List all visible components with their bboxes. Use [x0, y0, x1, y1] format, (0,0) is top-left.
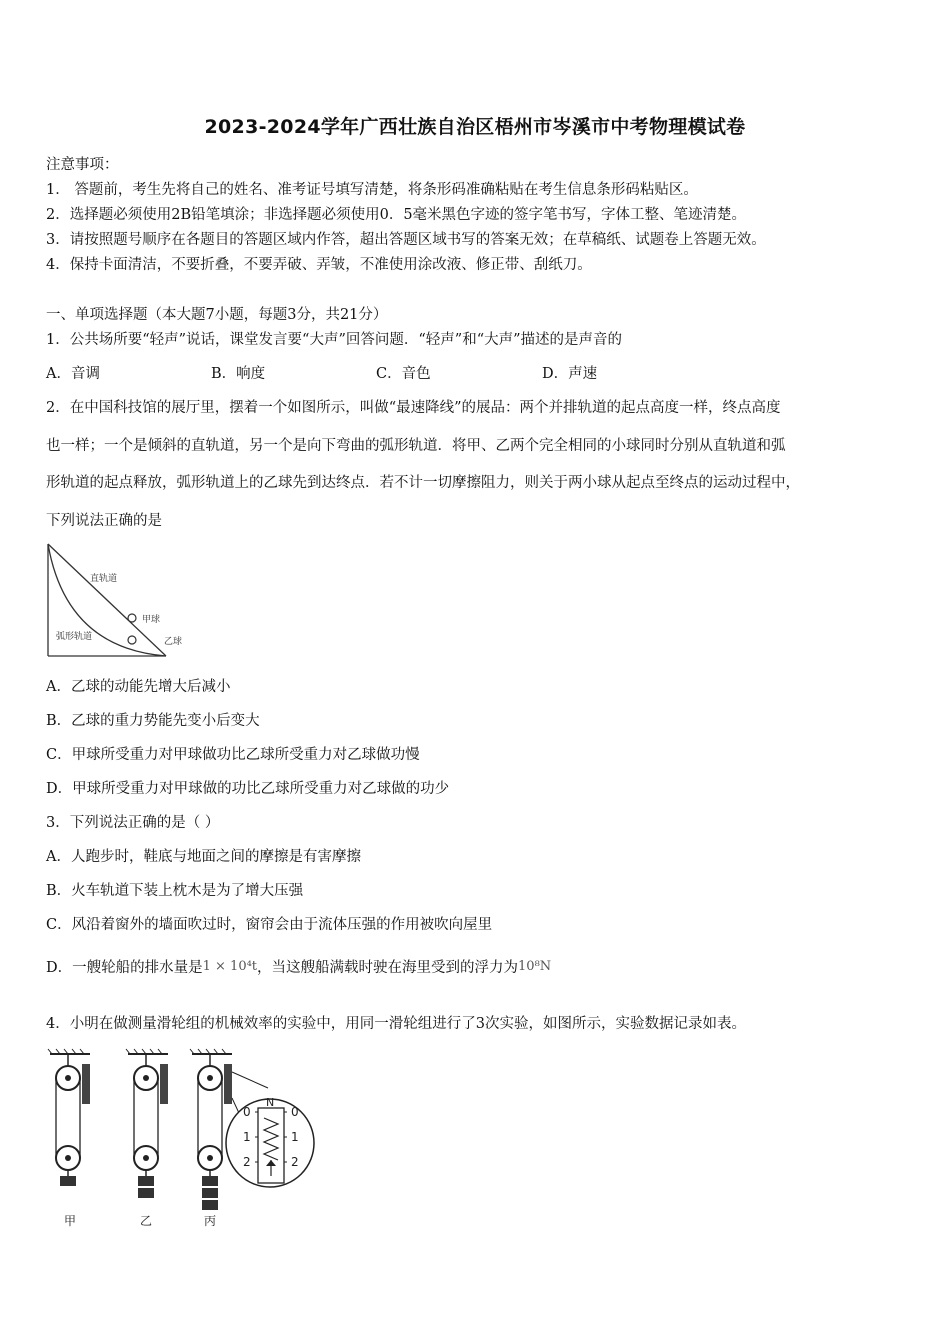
notice-heading: 注意事项： [46, 157, 119, 173]
q2-stem-line-4: 下列说法正确的是 [46, 513, 162, 529]
q2-stem-line-3: 形轨道的起点释放，弧形轨道上的乙球先到达终点．若不计一切摩擦阻力，则关于两小球从起点至终点的运动过程中， [46, 475, 800, 491]
q3-option-d [46, 956, 551, 977]
q1-option-a: A．音调 [46, 366, 100, 382]
scale-unit: N [266, 1096, 275, 1109]
q1-option-d: D．声速 [542, 366, 598, 382]
scale-left-1: 1 [243, 1130, 251, 1144]
q3-option-a: A．人跑步时，鞋底与地面之间的摩擦是有害摩擦 [46, 849, 361, 865]
notice-item-3: 3．请按照题号顺序在各题目的答题区域内作答，超出答题区域书写的答案无效；在草稿纸、试题卷上答题无效。 [46, 232, 766, 248]
label-bing: 丙 [204, 1214, 217, 1228]
ball-b [128, 636, 136, 644]
q1-options [46, 362, 746, 382]
scale-left-2: 2 [243, 1155, 251, 1169]
label-curved-track: 弧形轨道 [56, 632, 93, 642]
q3-option-c: C．风沿着窗外的墙面吹过时，窗帘会由于流体压强的作用被吹向屋里 [46, 917, 493, 933]
label-ball-b: 乙球 [164, 637, 183, 647]
label-yi: 乙 [140, 1214, 153, 1228]
q3-option-d-math-1: 1 × 10⁴t [202, 959, 258, 974]
q4-stem: 4．小明在做测量滑轮组的机械效率的实验中，用同一滑轮组进行了3次实验，如图所示，实验数据记录如表。 [46, 1016, 746, 1032]
scale-right-2: 2 [291, 1155, 299, 1169]
ball-a [128, 614, 136, 622]
label-ball-a: 甲球 [142, 615, 161, 625]
q3-option-b: B．火车轨道下装上枕木是为了增大压强 [46, 883, 304, 899]
q1-stem: 1．公共场所要“轻声”说话，课堂发言要“大声”回答问题．“轻声”和“大声”描述的是声音的 [46, 332, 623, 348]
q1-option-c: C．音色 [376, 366, 431, 382]
scale-right-0: 0 [291, 1105, 299, 1119]
label-jia: 甲 [64, 1214, 77, 1228]
q4-pulley-figure [40, 1048, 330, 1233]
spring-scale-magnified [226, 1096, 314, 1187]
scale-left-0: 0 [243, 1105, 251, 1119]
q3-option-d-math-2: 10⁸N [518, 959, 552, 974]
q2-stem-line-2: 也一样；一个是倾斜的直轨道，另一个是向下弯曲的弧形轨道．将甲、乙两个完全相同的小球同时分别从直轨道和弧 [46, 438, 786, 454]
pulley-set-yi [126, 1049, 168, 1198]
q2-stem-line-1: 2．在中国科技馆的展厅里，摆着一个如图所示，叫做“最速降线”的展品：两个并排轨道的起点高度一样，终点高度 [46, 400, 781, 416]
q2-option-a: A．乙球的动能先增大后减小 [46, 679, 231, 695]
q1-option-b: B．响度 [211, 366, 266, 382]
q2-option-c: C．甲球所受重力对甲球做功比乙球所受重力对乙球做功慢 [46, 747, 420, 763]
section-heading: 一、单项选择题（本大题7小题，每题3分，共21分） [46, 307, 388, 323]
q2-option-b: B．乙球的重力势能先变小后变大 [46, 713, 260, 729]
q3-option-d-text-1: D．一艘轮船的排水量是 [46, 960, 203, 976]
page-title: 2023-2024学年广西壮族自治区梧州市岑溪市中考物理模试卷 [204, 116, 746, 138]
q2-track-figure [44, 540, 183, 662]
notice-item-4: 4．保持卡面清洁，不要折叠，不要弄破、弄皱，不准使用涂改液、修正带、刮纸刀。 [46, 257, 592, 273]
notice-item-1: 1． 答题前，考生先将自己的姓名、准考证号填写清楚，将条形码准确粘贴在考生信息条形码粘贴区。 [46, 182, 698, 198]
q3-option-d-text-2: ，当这艘船满载时驶在海里受到的浮力为 [257, 960, 519, 976]
q3-stem: 3．下列说法正确的是（ ） [46, 815, 220, 831]
label-straight-track: 直轨道 [90, 574, 118, 584]
pulley-set-jia [48, 1049, 90, 1186]
notice-item-2: 2．选择题必须使用2B铅笔填涂；非选择题必须使用0．5毫米黑色字迹的签字笔书写，字体工整、笔迹清楚。 [46, 207, 747, 223]
q2-option-d: D．甲球所受重力对甲球做的功比乙球所受重力对乙球做的功少 [46, 781, 450, 797]
scale-right-1: 1 [291, 1130, 299, 1144]
